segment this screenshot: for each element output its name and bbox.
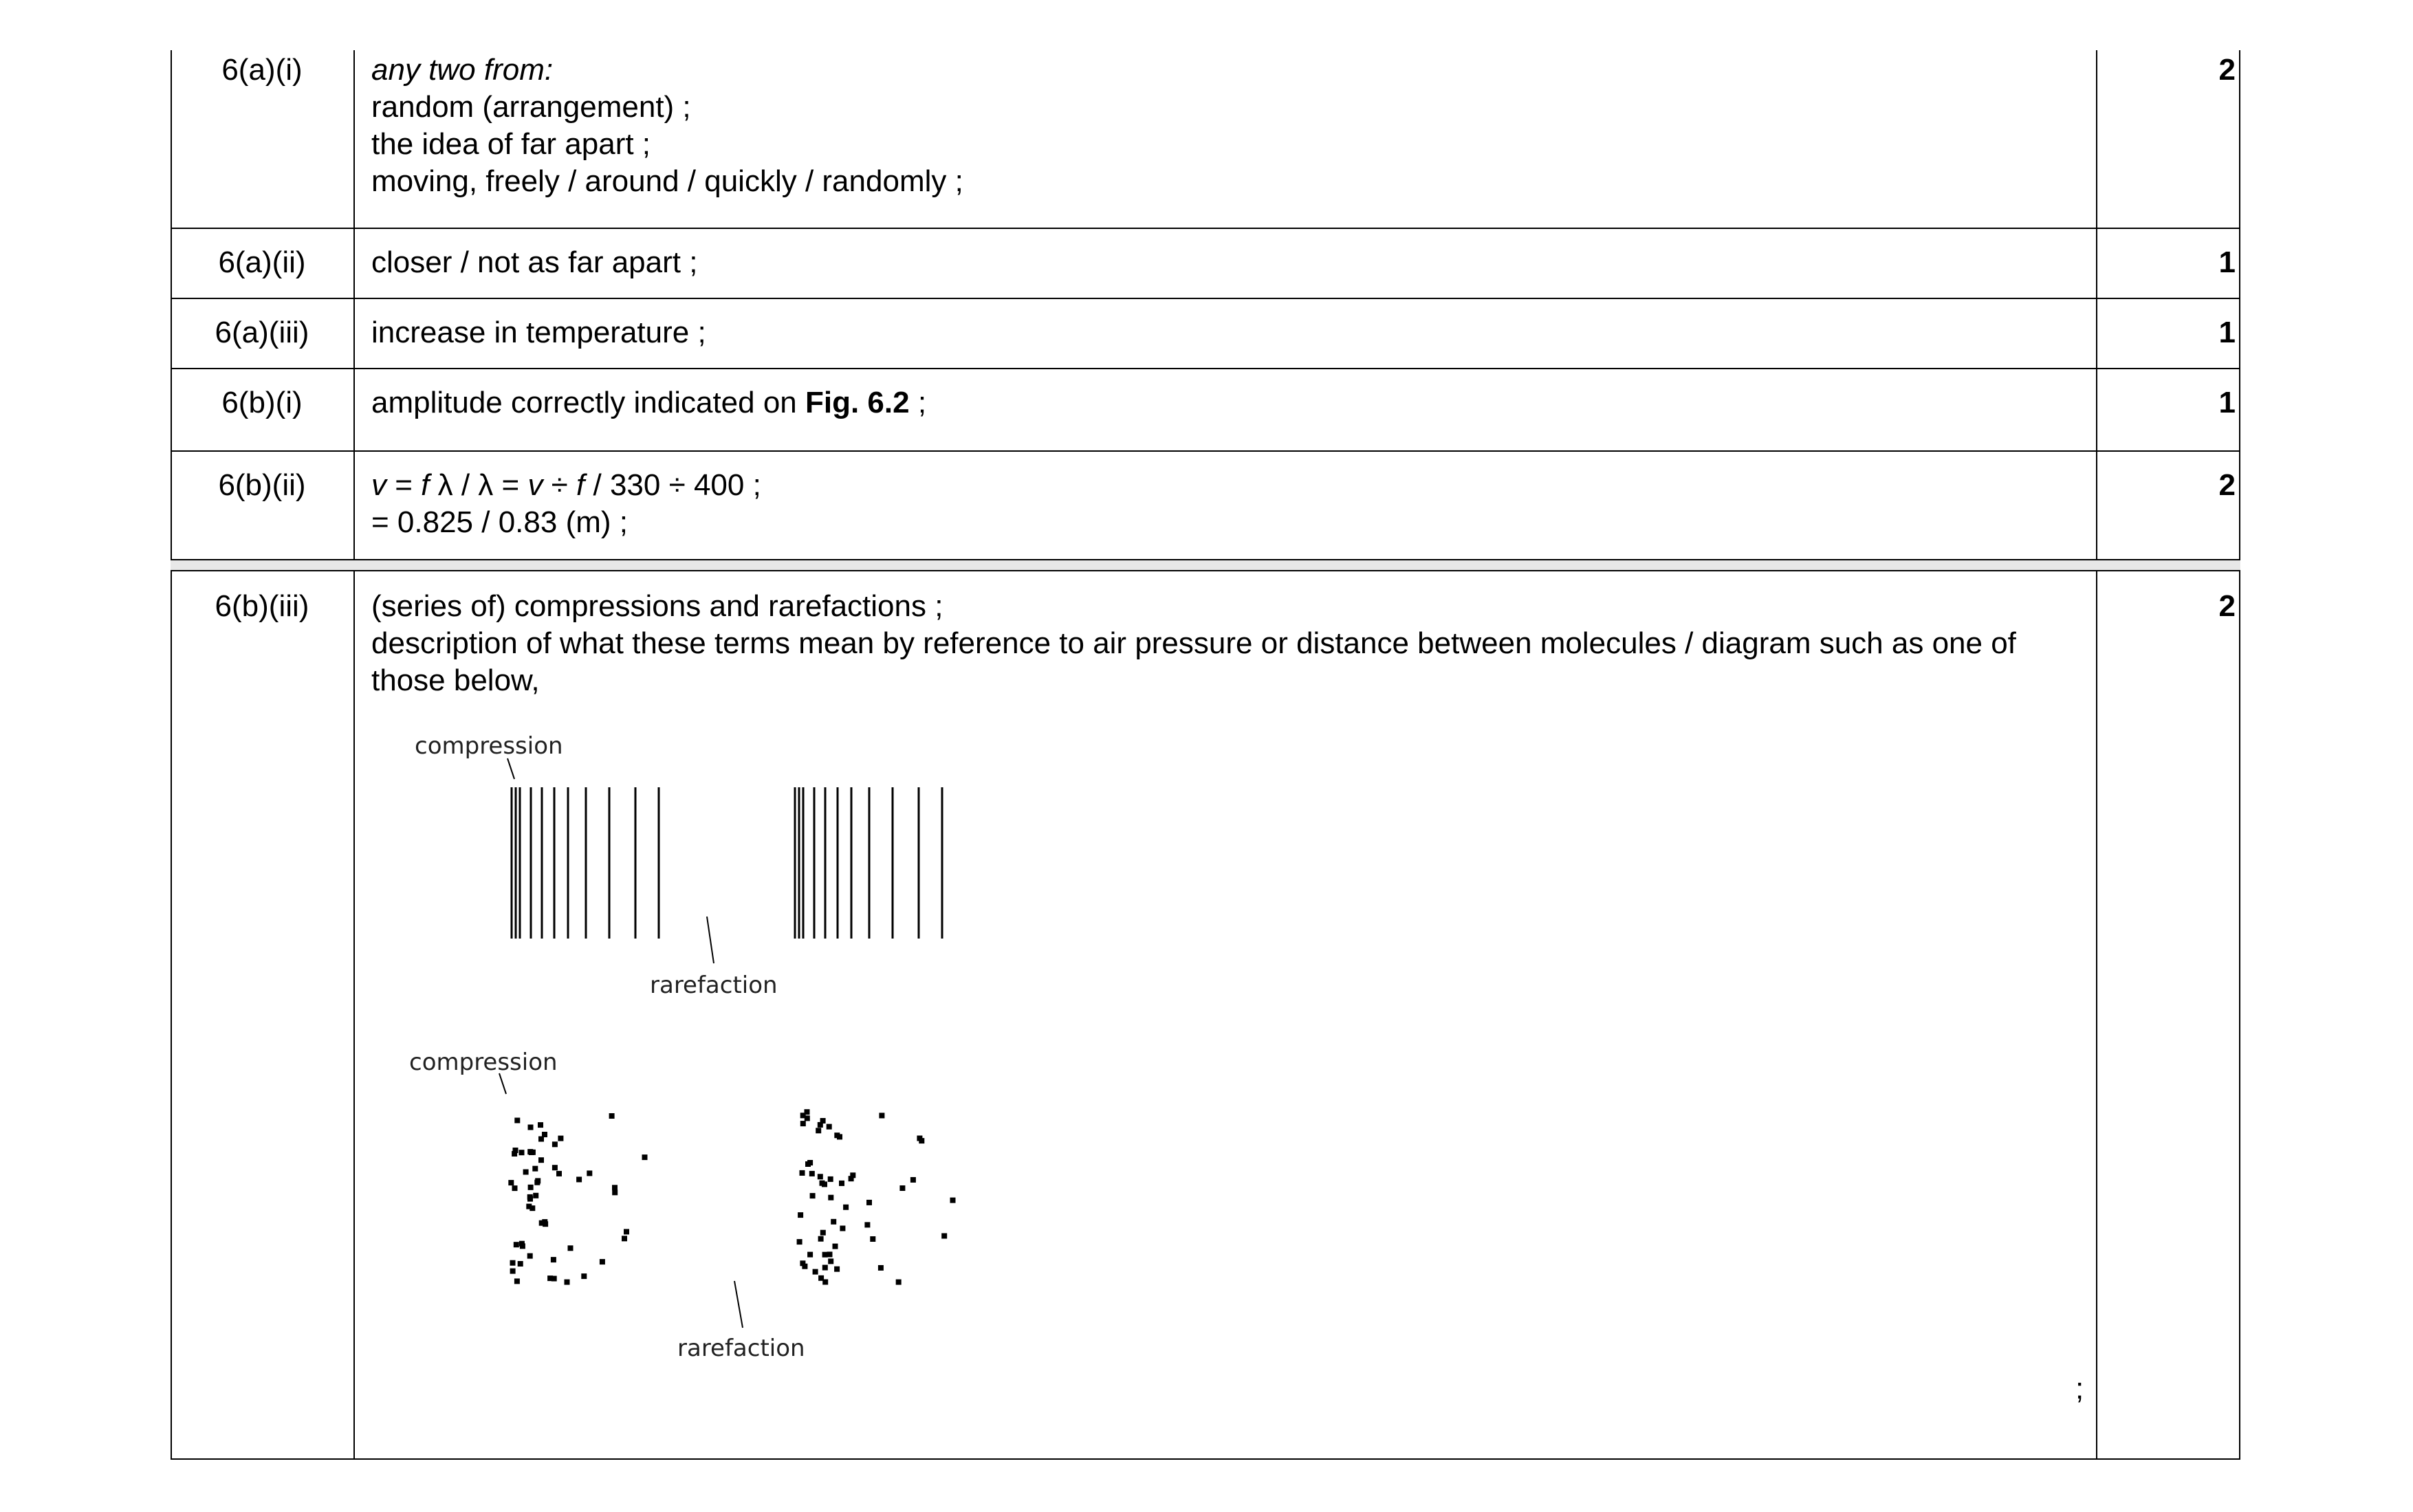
air-particle	[513, 1148, 518, 1153]
compression-label: compression	[409, 1049, 558, 1076]
air-particle	[514, 1278, 520, 1284]
air-particle	[827, 1124, 832, 1130]
air-particle	[896, 1280, 902, 1285]
air-particle	[535, 1178, 541, 1183]
air-particle	[519, 1150, 525, 1155]
answer-line: (series of) compressions and rarefactions ;	[371, 589, 943, 623]
marks: 1	[2218, 386, 2236, 419]
air-particle	[805, 1161, 811, 1167]
symbol-f: f	[576, 468, 585, 502]
air-particle	[568, 1245, 574, 1251]
marks: 1	[2218, 245, 2236, 279]
air-particle	[807, 1252, 813, 1258]
answer-cell	[371, 588, 2090, 699]
air-particle	[510, 1269, 516, 1274]
question-number: 6(b)(iii)	[215, 589, 309, 623]
air-particle	[612, 1185, 618, 1190]
marks: 2	[2218, 53, 2236, 87]
air-particle	[528, 1185, 534, 1190]
air-particle	[514, 1118, 520, 1124]
air-particle	[523, 1170, 529, 1175]
air-particle	[514, 1242, 519, 1247]
row-divider	[171, 368, 2240, 369]
air-particle	[827, 1251, 833, 1257]
air-particle	[870, 1236, 875, 1242]
air-particle	[941, 1234, 947, 1239]
air-particle	[798, 1212, 803, 1218]
row-divider	[171, 570, 2240, 571]
air-particle	[816, 1128, 821, 1133]
air-particle	[556, 1171, 562, 1176]
air-particle	[809, 1171, 815, 1176]
air-particle	[818, 1236, 824, 1242]
equation-text: λ / λ =	[429, 468, 528, 502]
question-number: 6(a)(ii)	[218, 245, 306, 279]
air-particle	[822, 1280, 828, 1285]
air-particle	[878, 1265, 884, 1271]
air-particle	[510, 1260, 516, 1266]
rarefaction-pointer	[707, 917, 714, 963]
air-particle	[820, 1230, 826, 1236]
air-particle	[552, 1141, 558, 1147]
air-particle	[542, 1132, 547, 1137]
answer-line: description of what these terms mean by reference to air pressure or distance between molecules / diagram such as one of those below,	[371, 626, 2016, 697]
answer-line: the idea of far apart ;	[371, 127, 651, 161]
air-particle	[813, 1269, 818, 1275]
table-border-bottom	[171, 1458, 2240, 1460]
compression-label: compression	[415, 732, 563, 760]
air-particle	[866, 1200, 872, 1205]
air-particle	[532, 1166, 538, 1172]
air-particle	[828, 1176, 833, 1182]
answer-text: ;	[909, 386, 927, 419]
air-particle	[822, 1181, 827, 1187]
air-particle	[864, 1222, 870, 1227]
equation-text: =	[386, 468, 422, 502]
air-particle	[849, 1176, 854, 1181]
symbol-v: v	[371, 468, 386, 502]
equation-text: / 330 ÷ 400 ;	[585, 468, 761, 502]
question-number: 6(a)(iii)	[215, 316, 309, 349]
air-particle	[600, 1259, 605, 1264]
answer-cell	[371, 384, 2242, 421]
question-number: 6(b)(ii)	[218, 468, 306, 502]
air-particles	[508, 1109, 955, 1284]
air-particle	[538, 1157, 544, 1163]
rarefaction-label: rarefaction	[677, 1335, 805, 1362]
answer-line: = 0.825 / 0.83 (m) ;	[371, 505, 628, 539]
air-particle	[533, 1193, 538, 1198]
air-particle	[587, 1170, 592, 1176]
air-particle	[828, 1258, 833, 1264]
air-particle	[822, 1252, 828, 1258]
air-particle	[547, 1275, 553, 1281]
symbol-f: f	[421, 468, 430, 502]
air-particle	[822, 1265, 828, 1271]
air-particle	[529, 1150, 534, 1155]
answer-line: closer / not as far apart ;	[371, 245, 698, 279]
mark-scheme-table	[171, 50, 2240, 1460]
compression-pointer	[499, 1073, 506, 1094]
air-particle	[828, 1195, 833, 1201]
symbol-v: v	[527, 468, 543, 502]
air-particle	[519, 1241, 525, 1247]
figure-reference: Fig. 6.2	[805, 386, 910, 419]
air-particle	[528, 1125, 534, 1130]
air-particle	[612, 1190, 618, 1195]
air-particle	[800, 1121, 806, 1126]
air-particle	[642, 1154, 648, 1160]
air-particle	[839, 1181, 844, 1186]
air-particle	[512, 1185, 518, 1191]
air-particle	[919, 1138, 924, 1143]
compression-pointer	[507, 758, 514, 779]
air-particle	[833, 1244, 838, 1249]
air-particle	[805, 1109, 810, 1115]
trailing-semicolon: ;	[2075, 1372, 2084, 1405]
rarefaction-pointer	[734, 1281, 743, 1328]
row-divider	[171, 450, 2240, 452]
air-particle	[508, 1180, 514, 1185]
air-particle	[527, 1253, 533, 1259]
row-divider	[171, 559, 2240, 560]
air-particle	[538, 1122, 543, 1128]
equation-line	[371, 467, 2242, 504]
air-particle	[527, 1194, 533, 1200]
air-particle	[834, 1267, 840, 1272]
air-particle	[950, 1198, 956, 1203]
air-particle	[840, 1226, 845, 1231]
air-particle	[831, 1219, 836, 1225]
air-particle	[810, 1193, 816, 1198]
question-number: 6(b)(i)	[221, 386, 303, 419]
answer-text: amplitude correctly indicated on	[371, 386, 805, 419]
answer-intro: any two from:	[371, 53, 554, 87]
answer-line	[371, 384, 2242, 421]
air-particle	[526, 1204, 532, 1209]
particle-wave-diagram	[171, 50, 789, 325]
answer-line: moving, freely / around / quickly / randomly ;	[371, 164, 963, 198]
marks: 2	[2218, 589, 2236, 623]
air-particle	[797, 1239, 802, 1245]
air-particle	[542, 1219, 547, 1225]
air-particle	[552, 1165, 558, 1170]
air-particle	[518, 1261, 523, 1267]
marks: 1	[2218, 316, 2236, 349]
air-particle	[879, 1113, 884, 1118]
air-particle	[558, 1136, 563, 1141]
rarefaction-label: rarefaction	[650, 972, 778, 999]
air-particle	[899, 1185, 905, 1191]
air-particle	[910, 1177, 916, 1183]
air-particle	[834, 1132, 840, 1138]
air-particle	[843, 1205, 849, 1210]
air-particle	[622, 1236, 627, 1241]
marks: 2	[2218, 468, 2236, 502]
air-particle	[624, 1229, 629, 1234]
air-particle	[609, 1113, 615, 1119]
air-particle	[581, 1273, 587, 1279]
air-particle	[565, 1280, 570, 1285]
equation-text: ÷	[543, 468, 577, 502]
question-number: 6(a)(i)	[221, 53, 303, 87]
air-particle	[802, 1264, 807, 1269]
answer-cell	[371, 467, 2242, 541]
air-particle	[800, 1170, 805, 1176]
air-particle	[576, 1176, 582, 1182]
answer-line: random (arrangement) ;	[371, 90, 691, 124]
answer-line: increase in temperature ;	[371, 316, 706, 349]
air-particle	[818, 1174, 823, 1179]
wavefront-lines	[512, 787, 942, 939]
air-particle	[818, 1122, 823, 1128]
air-particle	[551, 1257, 556, 1262]
